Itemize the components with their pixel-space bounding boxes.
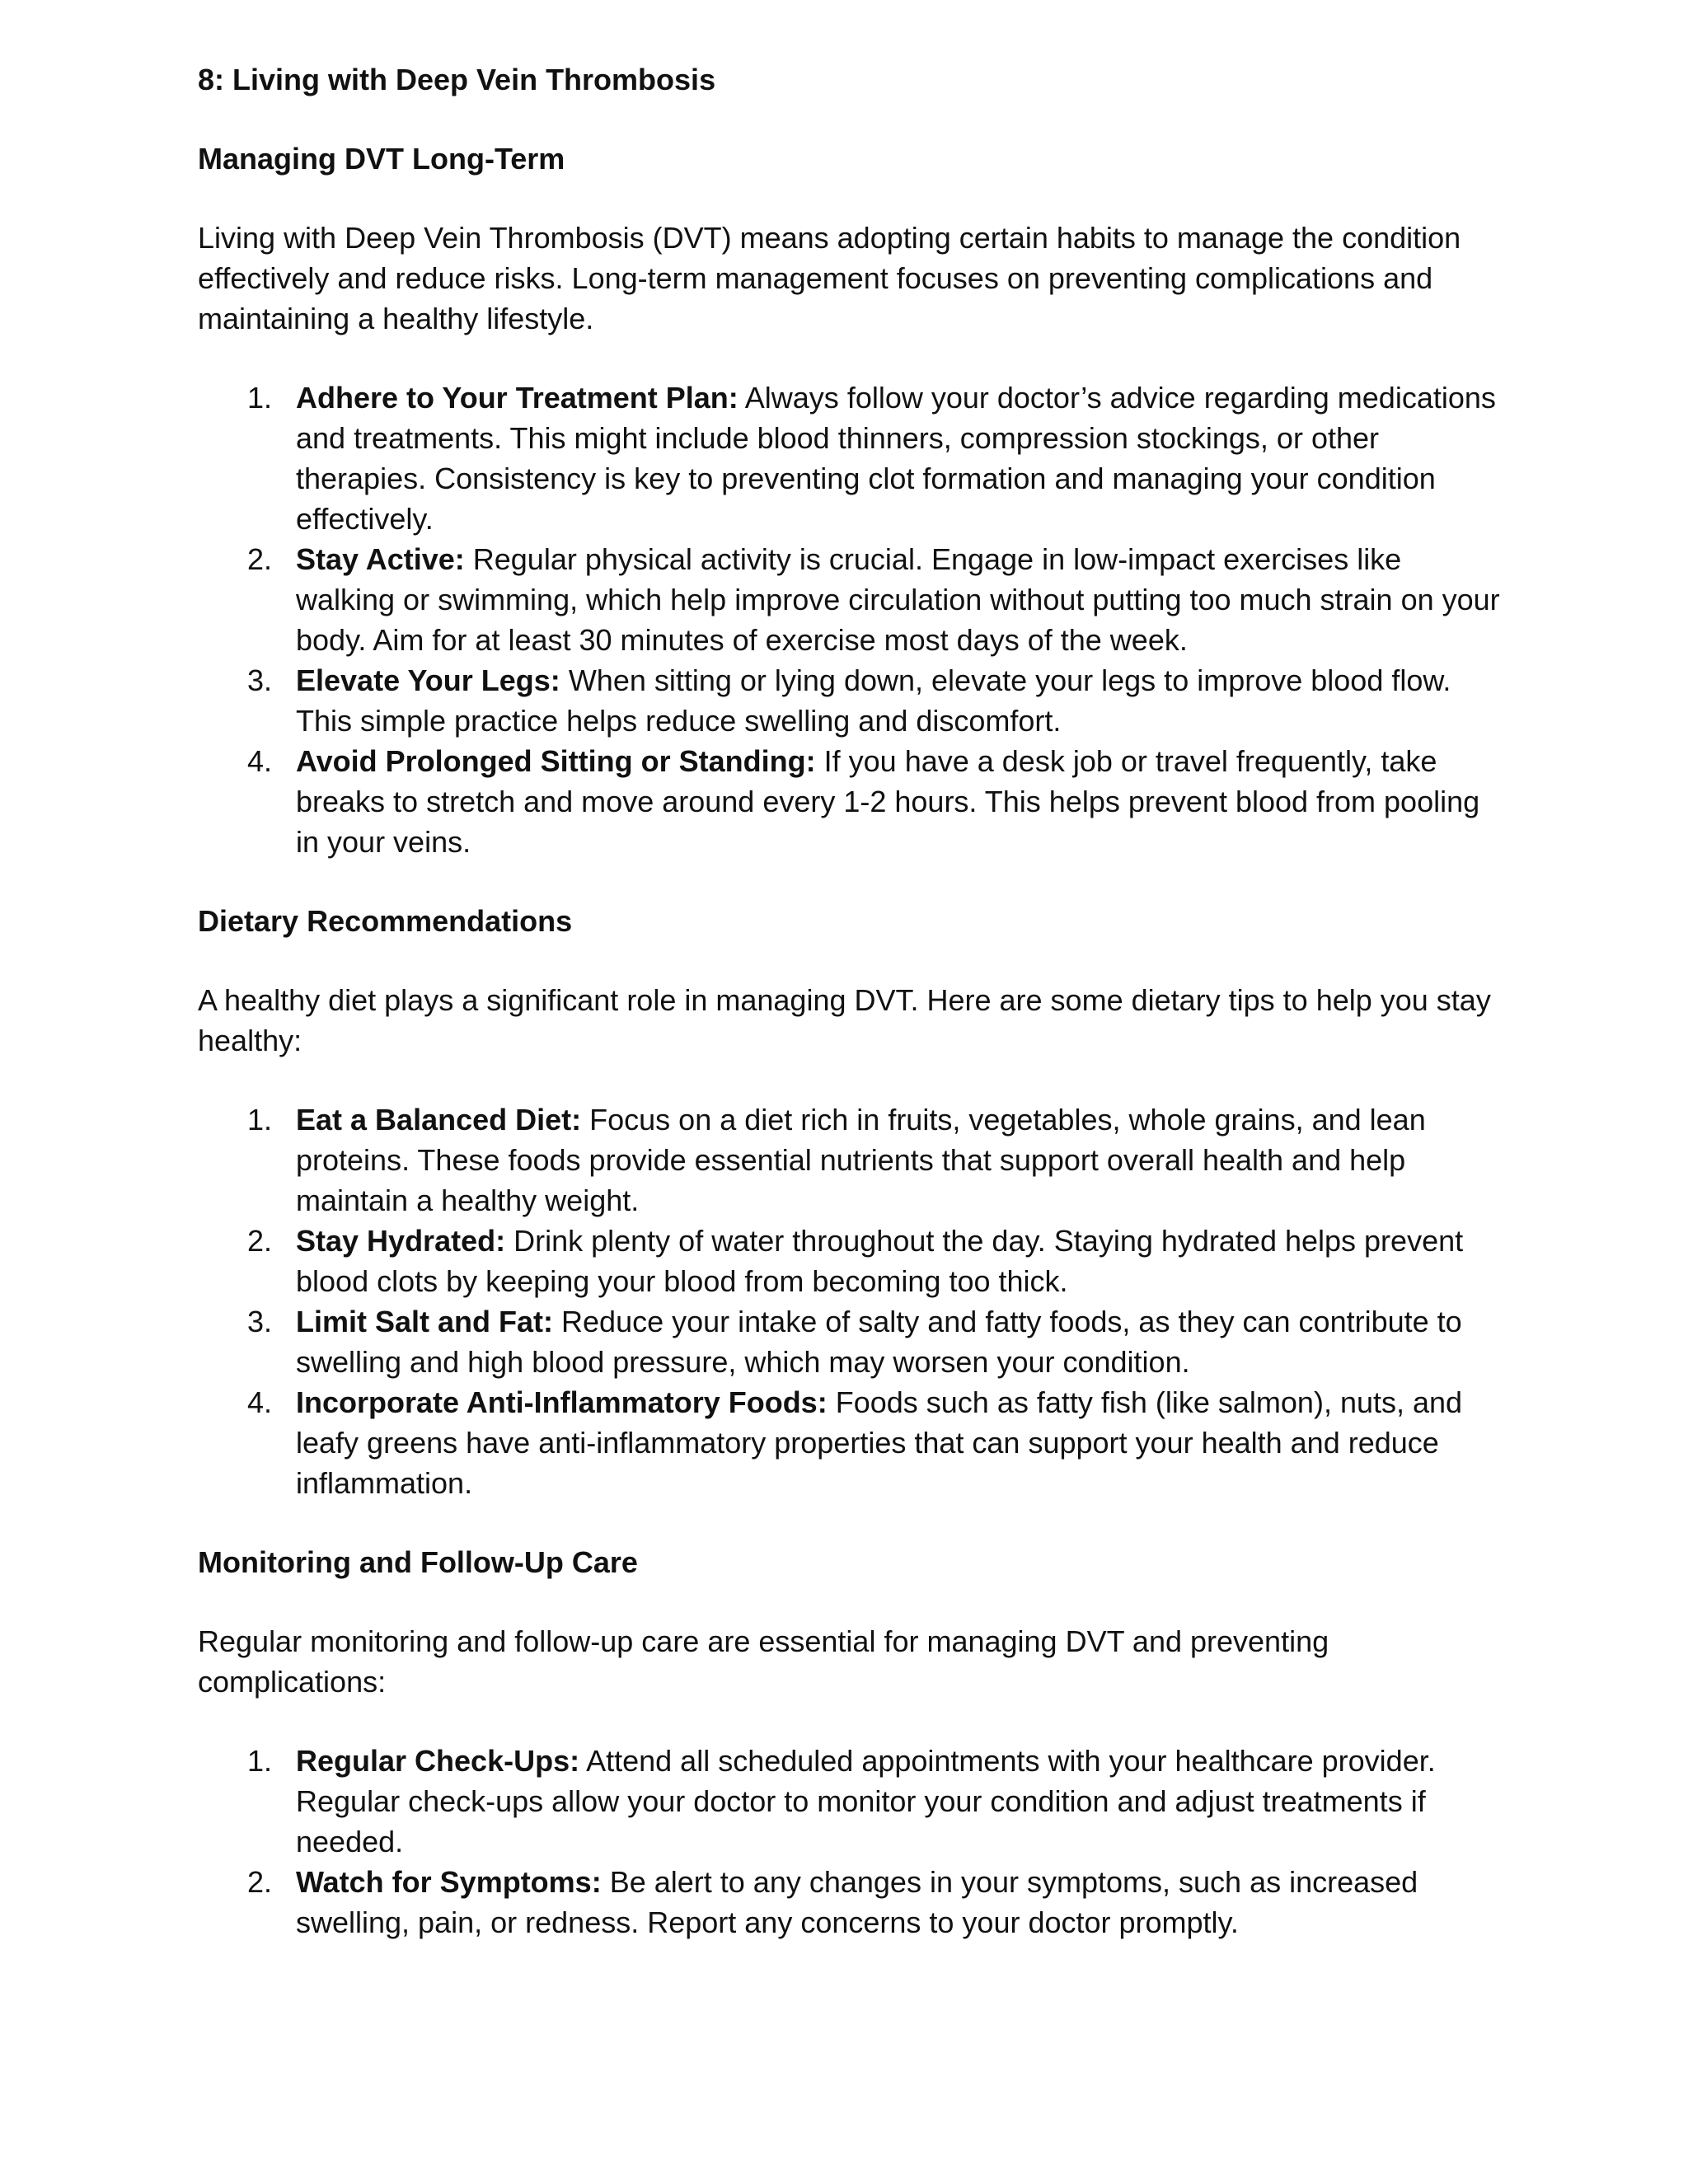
list-item — [198, 1741, 1500, 1862]
list-item-text: When sitting or lying down, elevate your legs to improve blood flow. This simple practice helps reduce swelling and discomfort. — [296, 663, 1451, 738]
dietary-list — [198, 1099, 1500, 1503]
list-item-term: Stay Hydrated: — [296, 1224, 506, 1258]
list-item-term: Avoid Prolonged Sitting or Standing: — [296, 744, 816, 778]
list-item — [198, 741, 1500, 862]
chapter-title: 8: Living with Deep Vein Thrombosis — [198, 63, 716, 96]
list-item-number: 2. — [247, 542, 273, 576]
list-item-number: 4. — [247, 1385, 273, 1419]
list-item — [198, 1382, 1500, 1503]
list-item-text: Focus on a diet rich in fruits, vegetables, whole grains, and lean proteins. These foods provide essential nutrients that support overall health and help maintain a healthy weight. — [296, 1103, 1426, 1217]
list-item — [198, 1099, 1500, 1221]
section-heading-monitoring: Monitoring and Follow-Up Care — [198, 1545, 638, 1579]
list-item-number: 1. — [247, 1103, 273, 1137]
list-item-text: Reduce your intake of salty and fatty foods, as they can contribute to swelling and high blood pressure, which may worsen your condition. — [296, 1305, 1462, 1379]
list-item-term: Stay Active: — [296, 542, 465, 576]
document-page — [198, 59, 1500, 1981]
section-heading-dietary: Dietary Recommendations — [198, 904, 573, 938]
list-item-number: 1. — [247, 381, 273, 415]
list-item-text: Drink plenty of water throughout the day. Staying hydrated helps prevent blood clots by keeping your blood from becoming too thick. — [296, 1224, 1464, 1298]
section-intro-managing-dvt: Living with Deep Vein Thrombosis (DVT) means adopting certain habits to manage the condition effectively and reduce risks. Long-term management focuses on preventing complications and maintaining a healthy lifestyle. — [198, 221, 1461, 335]
list-item — [198, 1301, 1500, 1382]
section-intro-monitoring: Regular monitoring and follow-up care are essential for managing DVT and preventing complications: — [198, 1624, 1329, 1699]
list-item-text: Always follow your doctor’s advice regarding medications and treatments. This might include blood thinners, compression stockings, or other therapies. Consistency is key to preventing clot formation and managing your condition effectively. — [296, 381, 1496, 536]
list-item-text: Regular physical activity is crucial. Engage in low-impact exercises like walking or swimming, which help improve circulation without putting too much strain on your body. Aim for at least 30 minutes of exercise most days of the week. — [296, 542, 1500, 657]
list-item-number: 2. — [247, 1224, 273, 1258]
list-item-term: Adhere to Your Treatment Plan: — [296, 381, 738, 415]
section-intro-dietary: A healthy diet plays a significant role in managing DVT. Here are some dietary tips to help you stay healthy: — [198, 983, 1491, 1057]
list-item-text: Be alert to any changes in your symptoms, such as increased swelling, pain, or redness. Report any concerns to your doctor promptly. — [296, 1865, 1418, 1939]
list-item-term: Incorporate Anti-Inflammatory Foods: — [296, 1385, 828, 1419]
list-item-term: Eat a Balanced Diet: — [296, 1103, 582, 1137]
list-item-number: 3. — [247, 663, 273, 697]
list-item-term: Limit Salt and Fat: — [296, 1305, 554, 1338]
list-item — [198, 377, 1500, 539]
list-item-term: Regular Check-Ups: — [296, 1744, 580, 1778]
managing-dvt-list — [198, 377, 1500, 862]
list-item-term: Watch for Symptoms: — [296, 1865, 602, 1899]
list-item-term: Elevate Your Legs: — [296, 663, 560, 697]
list-item — [198, 1862, 1500, 1943]
section-heading-managing-dvt: Managing DVT Long-Term — [198, 142, 565, 176]
list-item-text: Attend all scheduled appointments with your healthcare provider. Regular check-ups allow your doctor to monitor your condition and adjust treatments if needed. — [296, 1744, 1436, 1858]
list-item — [198, 1221, 1500, 1301]
monitoring-list — [198, 1741, 1500, 1943]
list-item-number: 1. — [247, 1744, 273, 1778]
list-item — [198, 660, 1500, 741]
list-item — [198, 539, 1500, 660]
list-item-text: Foods such as fatty fish (like salmon), nuts, and leafy greens have anti-inflammatory properties that can support your health and reduce inflammation. — [296, 1385, 1463, 1500]
list-item-number: 4. — [247, 744, 273, 778]
list-item-number: 3. — [247, 1305, 273, 1338]
list-item-text: If you have a desk job or travel frequently, take breaks to stretch and move around every 1-2 hours. This helps prevent blood from pooling in your veins. — [296, 744, 1480, 859]
list-item-number: 2. — [247, 1865, 273, 1899]
